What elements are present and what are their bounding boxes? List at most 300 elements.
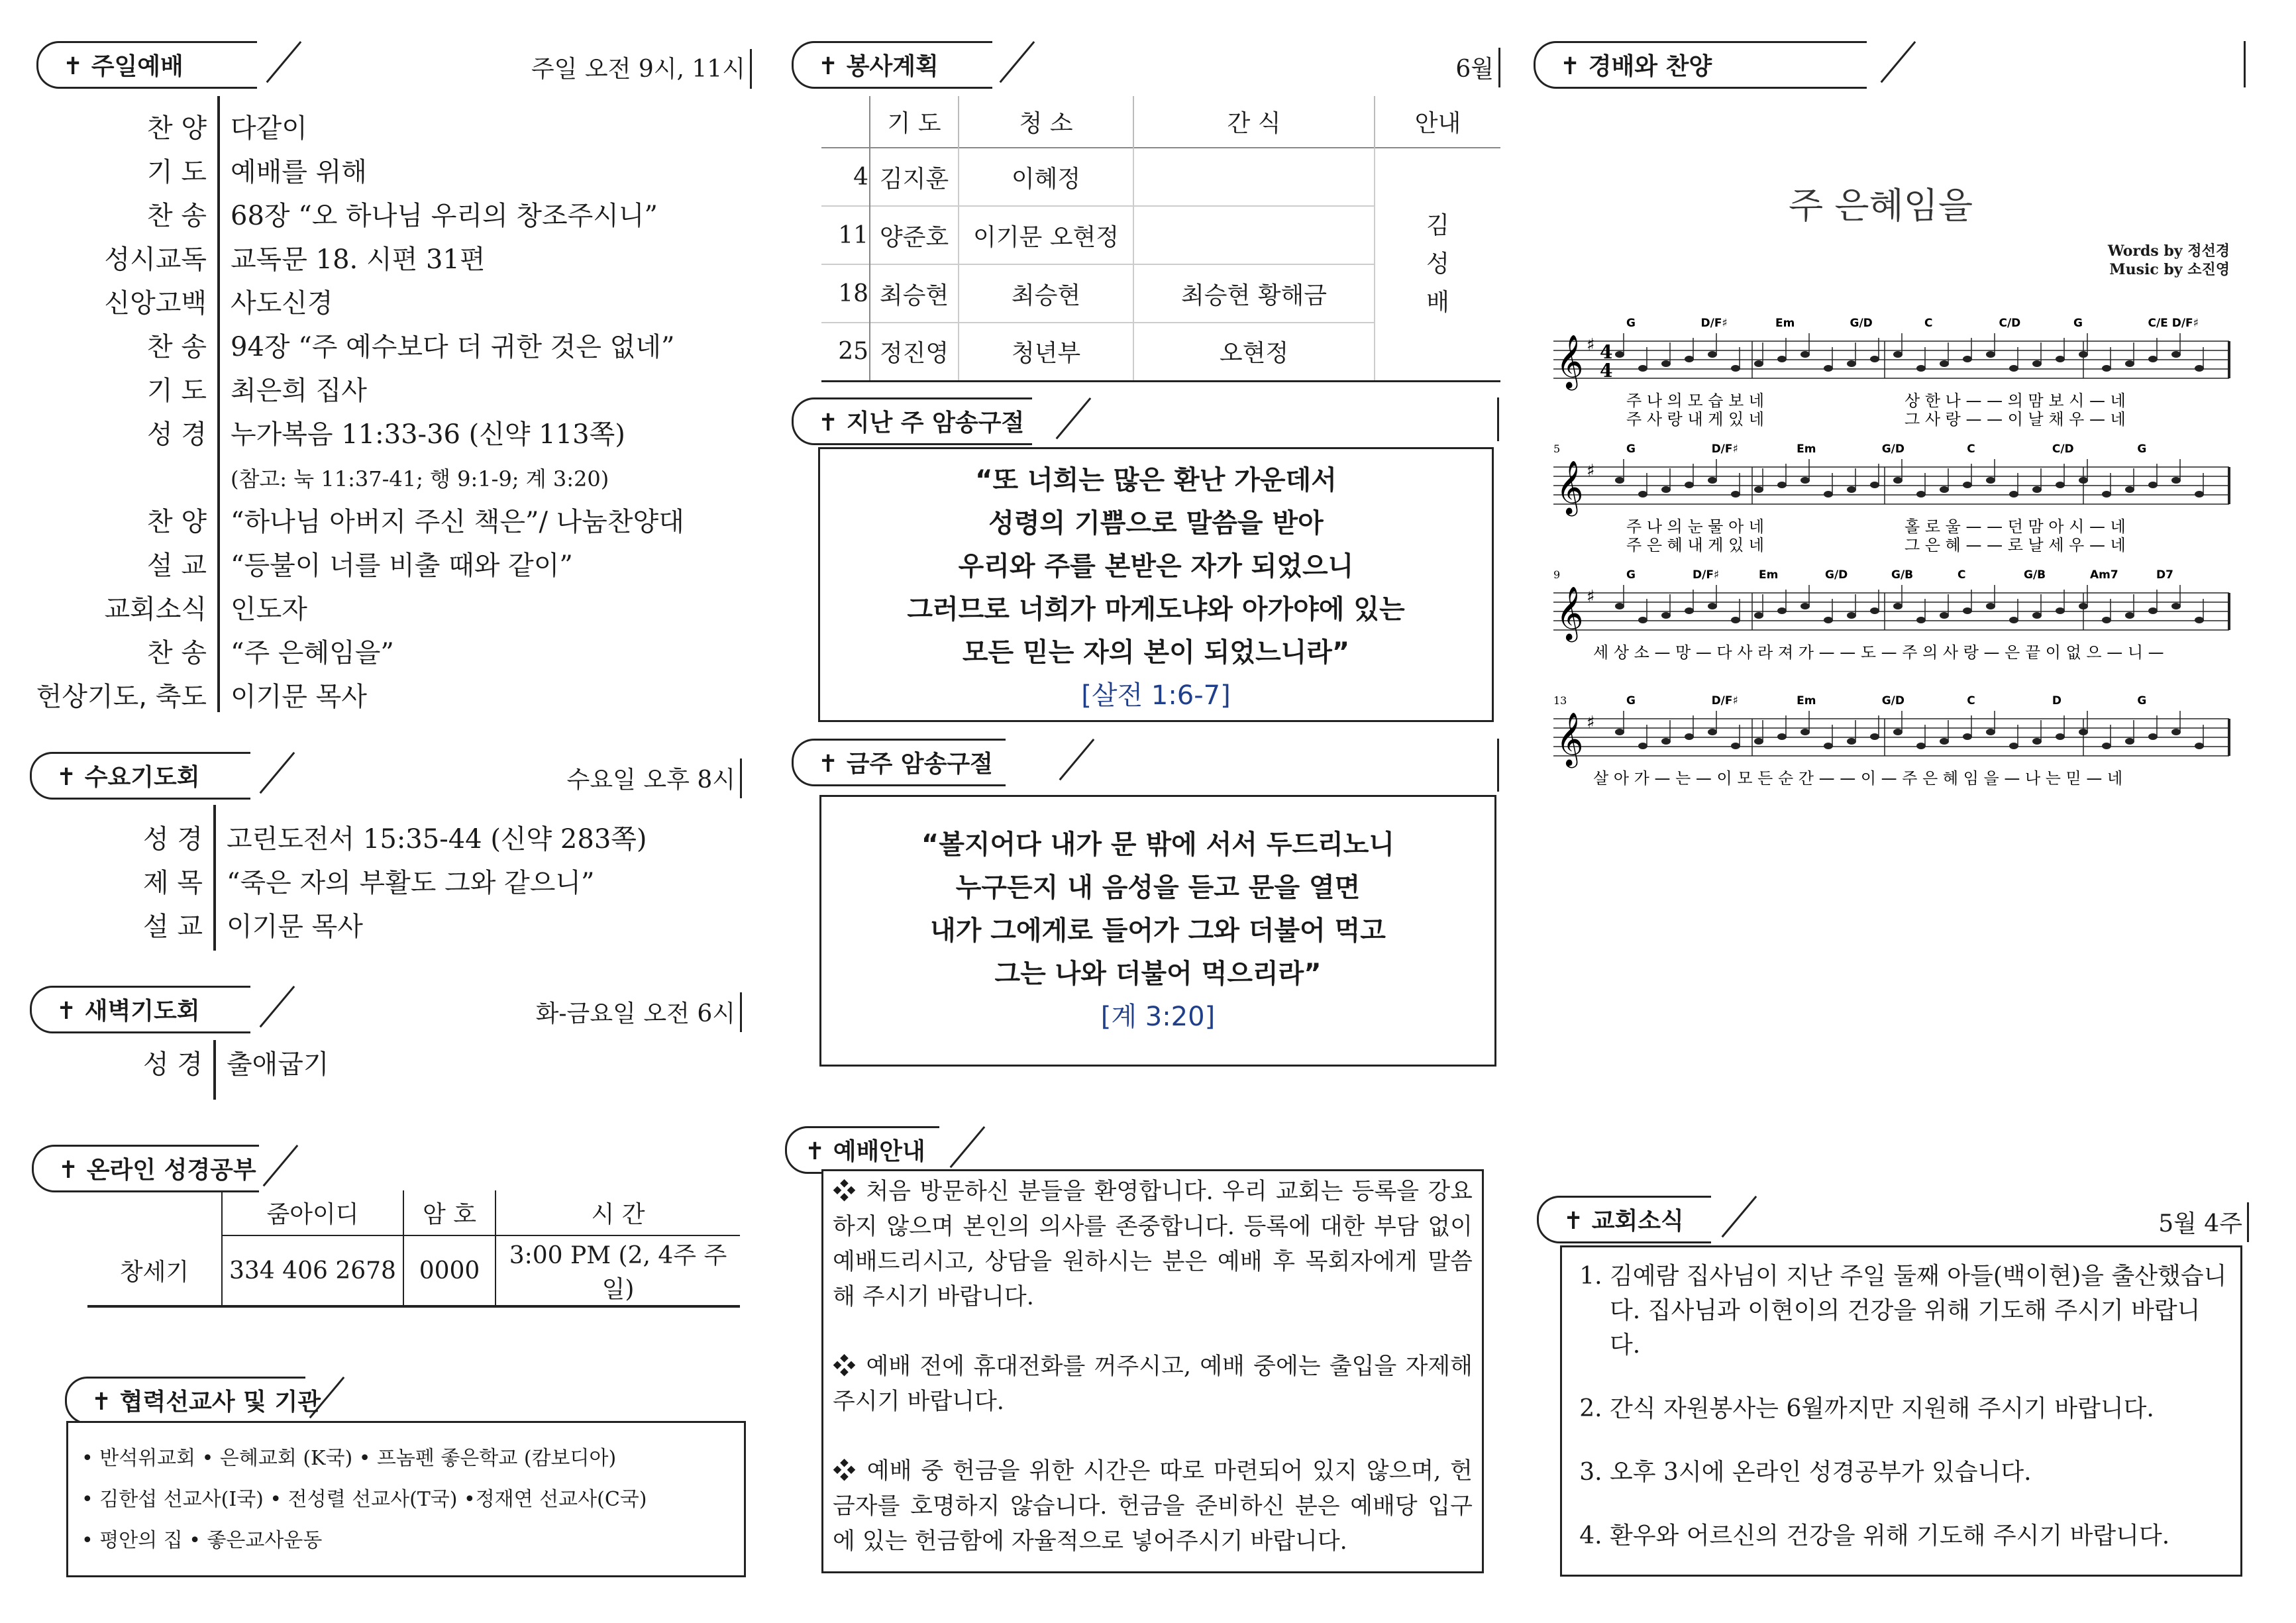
service-day: 18 <box>821 264 870 323</box>
note-head <box>1824 365 1833 372</box>
service-day: 4 <box>821 148 870 206</box>
chord-symbol: G <box>2137 443 2147 456</box>
chord-symbol: G <box>1626 443 1636 456</box>
lyric-line: 주 나 의 모 습 보 네 <box>1626 392 1765 410</box>
cross-icon: ✝ <box>58 1157 79 1184</box>
note-head <box>1777 482 1787 488</box>
sunday-time: 주일 오전 9시, 11시 <box>531 56 745 83</box>
note-head <box>1916 365 1926 372</box>
this-verse-box <box>819 795 1496 1067</box>
order-value: “죽은 자의 부활도 그와 같으니” <box>227 868 595 898</box>
note-head <box>2195 491 2204 497</box>
chord-symbol: C <box>1957 568 1966 582</box>
online-zoom-id: 334 406 2678 <box>222 1235 403 1306</box>
note-head <box>1708 351 1717 358</box>
note-head <box>2148 356 2158 362</box>
note-head <box>2171 603 2181 609</box>
order-value: 교독문 18. 시편 31편 <box>231 244 486 275</box>
this-verse-title: 금주 암송구절 <box>846 751 993 778</box>
service-day: 11 <box>821 206 870 264</box>
service-snack: 최승현 황해금 <box>1133 264 1375 323</box>
chord-symbol: D/F♯ <box>1711 694 1738 707</box>
time-signature: 4 <box>1600 341 1613 363</box>
order-row <box>0 906 729 949</box>
note-head <box>1847 360 1856 367</box>
order-value: “등불이 너를 비출 때와 같이” <box>231 550 573 581</box>
lyric-line: 주 은 혜 내 게 있 네 <box>1626 536 1765 554</box>
dawn-header <box>30 986 742 1032</box>
note-head <box>1615 477 1624 484</box>
guide-title: 예배안내 <box>833 1138 925 1165</box>
verse-line: “또 너희는 많은 환난 가운데서 <box>975 465 1337 496</box>
key-sharp-icon: ♯ <box>1587 713 1595 733</box>
online-time: 3:00 PM (2, 4주 주일) <box>509 1242 727 1303</box>
note-head <box>1986 729 1995 735</box>
order-label: 성 경 <box>147 419 207 450</box>
chord-symbol: G/D <box>1850 317 1873 330</box>
service-prayer: 정진영 <box>870 323 959 381</box>
online-table <box>87 1190 740 1308</box>
dawn-time: 화-금요일 오전 6시 <box>535 1000 735 1027</box>
lyric-line: 그 은 혜 — — 로 날 세 우 — 네 <box>1905 536 2126 554</box>
verse-line: 그러므로 너희가 마게도냐와 아가야에 있는 <box>907 594 1405 625</box>
note-head <box>2032 360 2042 367</box>
last-verse-title: 지난 주 암송구절 <box>846 409 1025 437</box>
note-head <box>2171 729 2181 735</box>
lyric-line: 세 상 소 — 망 — 다 사 라 져 가 — — 도 — 주 의 사 랑 — 은 끝 이 없 으 — 니 — <box>1593 643 2164 662</box>
note-head <box>2171 477 2181 484</box>
cross-icon: ✝ <box>1563 1208 1584 1235</box>
news-week: 5월 4주 <box>2158 1210 2242 1237</box>
note-head <box>2125 486 2134 493</box>
note-head <box>2032 738 2042 745</box>
last-verse-header <box>792 397 1499 444</box>
note-head <box>2195 617 2204 623</box>
wednesday-title: 수요기도회 <box>84 764 200 791</box>
note-head <box>1685 482 1694 488</box>
order-row <box>0 370 729 413</box>
lyric-line: 그 사 랑 — — 이 날 채 우 — 네 <box>1905 410 2126 429</box>
note-head <box>1731 617 1740 623</box>
service-row <box>821 148 1500 206</box>
verse-line: 모든 믿는 자의 본이 되었느니라” <box>962 637 1350 668</box>
note-head <box>2079 603 2088 609</box>
last-verse-ref: [살전 1:6-7] <box>1081 680 1231 711</box>
verse-line: 누구든지 내 음성을 듣고 문을 열면 <box>955 872 1361 903</box>
order-label: 찬 양 <box>147 113 207 144</box>
note-head <box>1731 743 1740 749</box>
service-month: 6월 <box>1455 56 1494 83</box>
order-label: 성 경 <box>143 824 203 855</box>
order-label: 헌상기도, 축도 <box>36 682 207 712</box>
worship-title: 경배와 찬양 <box>1588 53 1712 80</box>
order-row <box>0 676 729 719</box>
order-value: 사도신경 <box>231 288 333 319</box>
note-head <box>1940 738 1949 745</box>
treble-clef-icon: 𝄞 <box>1556 711 1584 766</box>
note-head <box>1800 477 1810 484</box>
note-head <box>1777 607 1787 614</box>
chord-symbol: G/D <box>1881 694 1905 707</box>
cross-icon: ✝ <box>56 764 77 791</box>
order-row <box>0 862 729 906</box>
service-title: 봉사계획 <box>846 53 939 80</box>
order-row <box>0 588 729 632</box>
service-header-guide: 안내 <box>1414 110 1461 137</box>
online-row-name: 창세기 <box>87 1235 222 1306</box>
note-head <box>1638 365 1647 372</box>
wednesday-time: 수요일 오후 8시 <box>566 766 735 794</box>
note-head <box>2056 733 2065 740</box>
note-head <box>2148 733 2158 740</box>
note-head <box>1708 729 1717 735</box>
note-head <box>2009 743 2018 749</box>
note-head <box>1685 733 1694 740</box>
measure-number: 5 <box>1553 443 1561 455</box>
music-system <box>1553 694 2229 788</box>
note-head <box>1824 491 1833 497</box>
chord-symbol: G <box>1626 568 1636 582</box>
order-value: 누가복음 11:33-36 (신약 113쪽) <box>231 419 625 450</box>
news-list <box>1570 1259 2227 1553</box>
key-sharp-icon: ♯ <box>1587 335 1595 355</box>
key-sharp-icon: ♯ <box>1587 587 1595 607</box>
chord-symbol: G/B <box>1891 568 1914 582</box>
order-value: 68장 “오 하나님 우리의 창조주시니” <box>231 201 658 231</box>
note-head <box>1824 743 1833 749</box>
mission-line: • 반석위교회 • 은혜교회 (K국) • 프놈펜 좋은학교 (캄보디아) <box>81 1447 617 1470</box>
order-value: “주 은혜임을” <box>231 638 394 668</box>
note-head <box>2125 612 2134 619</box>
order-value: 이기문 목사 <box>231 682 367 712</box>
note-head <box>1893 729 1903 735</box>
song-title: 주 은혜임을 <box>1789 185 1973 227</box>
order-row <box>0 1043 729 1087</box>
chord-symbol: G <box>2073 317 2083 330</box>
note-head <box>1847 738 1856 745</box>
note-head <box>2079 477 2088 484</box>
order-value: 예배를 위해 <box>231 157 367 187</box>
service-cleaning: 이혜정 <box>959 148 1133 206</box>
worship-header <box>1534 41 2246 87</box>
guide-paragraph: ❖ 처음 방문하신 분들을 환영합니다. 우리 교회는 등록을 강요하지 않으며 본인의 의사를 존중합니다. 등록에 대한 부담 없이 예배드리시고, 상담을 원하시는 분은 예배 후 목회자에게 말씀해 주시기 바랍니다. <box>833 1178 1473 1310</box>
order-label: 제 목 <box>143 868 203 898</box>
order-value: 출애굽기 <box>227 1049 329 1080</box>
online-header-time: 시 간 <box>496 1190 740 1235</box>
time-signature: 4 <box>1600 360 1613 382</box>
chord-symbol: C <box>1967 443 1975 456</box>
note-head <box>1661 486 1671 493</box>
note-head <box>1963 607 1972 614</box>
order-row <box>0 195 729 238</box>
note-head <box>1661 612 1671 619</box>
note-head <box>1615 351 1624 358</box>
service-header-prayer: 기 도 <box>870 96 959 148</box>
order-label: 교회소식 <box>104 594 207 625</box>
note-head <box>1800 729 1810 735</box>
order-value: 최은희 집사 <box>231 376 367 406</box>
service-prayer: 김지훈 <box>870 148 959 206</box>
cross-icon: ✝ <box>56 998 77 1025</box>
guide-box <box>821 1169 1484 1573</box>
chord-symbol: G/D <box>1881 443 1905 456</box>
online-title: 온라인 성경공부 <box>86 1157 256 1184</box>
music-system <box>1553 443 2229 554</box>
order-value: 고린도전서 15:35-44 (신약 283쪽) <box>227 824 647 855</box>
sheet-music-svg <box>1540 301 2256 871</box>
order-value: 94장 “주 예수보다 더 귀한 것은 없네” <box>231 332 675 362</box>
note-head <box>1685 356 1694 362</box>
note-head <box>1800 603 1810 609</box>
chord-symbol: Em <box>1797 443 1816 456</box>
note-head <box>2079 351 2088 358</box>
order-row <box>0 632 729 676</box>
lyric-line: 홀 로 울 — — 던 맘 아 시 — 네 <box>1905 517 2126 536</box>
order-value: 이기문 목사 <box>227 912 363 942</box>
note-head <box>2148 607 2158 614</box>
service-header <box>792 41 1500 87</box>
chord-symbol: Am7 <box>2090 568 2118 582</box>
note-head <box>1754 738 1763 745</box>
order-row <box>0 545 729 588</box>
guide-paragraph: ❖ 예배 중 헌금을 위한 시간은 따로 마련되어 있지 않으며, 헌금자를 호명하지 않습니다. 헌금을 준비하신 분은 예배당 입구에 있는 헌금함에 자율적으로 넣어주시기 바랍니다. <box>833 1458 1473 1555</box>
chord-symbol: G/D <box>1825 568 1848 582</box>
chord-symbol: D/F♯ <box>1711 443 1738 456</box>
note-head <box>2032 486 2042 493</box>
news-item: 2. 간식 자원봉사는 6월까지만 지원해 주시기 바랍니다. <box>1610 1392 2227 1426</box>
note-head <box>1731 365 1740 372</box>
note-head <box>1893 351 1903 358</box>
note-head <box>1986 603 1995 609</box>
note-head <box>1940 612 1949 619</box>
order-label: 설 교 <box>143 912 203 942</box>
order-label: 찬 송 <box>147 638 207 668</box>
order-label: 찬 양 <box>147 507 207 537</box>
note-head <box>1777 356 1787 362</box>
chord-symbol: C <box>1967 694 1975 707</box>
note-head <box>1638 617 1647 623</box>
note-head <box>2102 743 2111 749</box>
note-head <box>1963 733 1972 740</box>
this-verse-ref: [계 3:20] <box>1100 1002 1216 1032</box>
lyric-line: 상 한 나 — — 의 맘 보 시 — 네 <box>1905 392 2126 410</box>
chord-symbol: C/D <box>2052 443 2074 456</box>
note-head <box>2032 612 2042 619</box>
cross-icon: ✝ <box>91 1388 112 1416</box>
note-head <box>1963 356 1972 362</box>
chord-symbol: G <box>1626 694 1636 707</box>
note-head <box>1777 733 1787 740</box>
news-item: 4. 환우와 어르신의 건강을 위해 기도해 주시기 바랍니다. <box>1610 1519 2227 1553</box>
order-row <box>0 818 729 862</box>
measure-number: 9 <box>1553 568 1561 581</box>
song-words-by: Words by 정선경 <box>2107 242 2230 260</box>
order-label: 신앙고백 <box>104 288 207 319</box>
note-head <box>1615 729 1624 735</box>
mission-line: • 평안의 집 • 좋은교사운동 <box>81 1529 323 1552</box>
mission-line: • 김한섭 선교사(I국) • 전성렬 선교사(T국) •정재연 선교사(C국) <box>81 1488 647 1511</box>
key-sharp-icon: ♯ <box>1587 461 1595 481</box>
note-head <box>2195 743 2204 749</box>
wednesday-header <box>30 752 742 798</box>
missions-title: 협력선교사 및 기관 <box>119 1388 321 1416</box>
service-snack: 오현정 <box>1133 323 1375 381</box>
service-snack <box>1133 206 1375 264</box>
treble-clef-icon: 𝄞 <box>1556 334 1584 388</box>
lyric-line: 살 아 가 — 는 — 이 모 든 순 간 — — 이 — 주 은 혜 임 을 — 나 는 믿 — 네 <box>1593 769 2123 788</box>
note-head <box>1824 617 1833 623</box>
order-row <box>0 501 729 545</box>
note-head <box>1685 607 1694 614</box>
guide-header <box>785 1126 1249 1173</box>
note-head <box>1638 491 1647 497</box>
note-head <box>2102 365 2111 372</box>
service-prayer: 양준호 <box>870 206 959 264</box>
note-head <box>2125 360 2134 367</box>
online-header-password: 암 호 <box>403 1190 496 1235</box>
note-head <box>2056 482 2065 488</box>
chord-symbol: C/D <box>1999 317 2021 330</box>
note-head <box>2056 607 2065 614</box>
treble-clef-icon: 𝄞 <box>1556 586 1584 640</box>
note-head <box>2009 617 2018 623</box>
news-box <box>1560 1245 2242 1577</box>
order-label: 성 경 <box>143 1049 203 1080</box>
note-head <box>1893 477 1903 484</box>
note-head <box>1916 743 1926 749</box>
verse-line: “볼지어다 내가 문 밖에 서서 두드리노니 <box>921 829 1395 860</box>
cross-icon: ✝ <box>805 1138 825 1165</box>
note-head <box>1847 486 1856 493</box>
online-header <box>32 1145 496 1191</box>
service-cleaning: 이기문 오현정 <box>959 206 1133 264</box>
note-head <box>1940 486 1949 493</box>
order-label: 기 도 <box>147 376 207 406</box>
note-head <box>1986 477 1995 484</box>
order-row <box>0 107 729 151</box>
note-head <box>1870 733 1879 740</box>
note-head <box>1754 612 1763 619</box>
order-row <box>0 282 729 326</box>
sunday-title: 주일예배 <box>91 53 183 80</box>
verse-line: 성령의 기쁨으로 말씀을 받아 <box>988 508 1324 539</box>
note-head <box>1847 612 1856 619</box>
service-header-cleaning: 청 소 <box>959 96 1133 148</box>
note-head <box>1615 603 1624 609</box>
note-head <box>1661 360 1671 367</box>
service-cleaning: 청년부 <box>959 323 1133 381</box>
treble-clef-icon: 𝄞 <box>1556 460 1584 514</box>
service-header-snack: 간 식 <box>1133 96 1375 148</box>
note-head <box>1708 477 1717 484</box>
note-head <box>1963 482 1972 488</box>
cross-icon: ✝ <box>818 409 839 437</box>
order-row <box>0 457 729 501</box>
note-head <box>2195 365 2204 372</box>
music-system <box>1553 317 2229 429</box>
verse-line: 내가 그에게로 들어가 그와 더불어 먹고 <box>930 916 1386 946</box>
measure-number: 13 <box>1553 694 1567 707</box>
note-head <box>1893 603 1903 609</box>
chord-symbol: Em <box>1797 694 1816 707</box>
note-head <box>1986 351 1995 358</box>
note-head <box>2148 482 2158 488</box>
dawn-title: 새벽기도회 <box>84 998 200 1025</box>
order-label: 성시교독 <box>104 244 207 275</box>
order-row <box>0 413 729 457</box>
missions-box <box>66 1421 746 1577</box>
order-label: 기 도 <box>147 157 207 187</box>
note-head <box>1916 491 1926 497</box>
chord-symbol: G <box>1626 317 1636 330</box>
chord-symbol: D/F♯ <box>1693 568 1720 582</box>
order-row <box>0 238 729 282</box>
cross-icon: ✝ <box>1560 53 1581 80</box>
note-head <box>1754 360 1763 367</box>
note-head <box>1940 360 1949 367</box>
order-label: 찬 송 <box>147 332 207 362</box>
news-header <box>1537 1196 2249 1242</box>
order-label: 찬 송 <box>147 201 207 231</box>
note-head <box>2056 356 2065 362</box>
service-table <box>821 96 1500 382</box>
this-verse-header <box>792 739 1499 785</box>
note-head <box>1870 356 1879 362</box>
online-header-zoom: 줌아이디 <box>222 1190 403 1235</box>
order-value: “하나님 아버지 주신 책은”/ 나눔찬양대 <box>231 507 684 537</box>
chord-symbol: D <box>2052 694 2061 707</box>
order-row <box>0 326 729 370</box>
chord-symbol: D7 <box>2156 568 2173 582</box>
cross-icon: ✝ <box>63 53 83 80</box>
order-value: 인도자 <box>231 594 307 625</box>
music-system <box>1553 568 2229 662</box>
note-head <box>1661 738 1671 745</box>
note-head <box>1708 603 1717 609</box>
chord-symbol: D/F♯ <box>1700 317 1728 330</box>
service-cleaning: 최승현 <box>959 264 1133 323</box>
note-head <box>1638 743 1647 749</box>
verse-line: 우리와 주를 본받은 자가 되었으니 <box>958 551 1354 582</box>
song-music-by: Music by 소진영 <box>2109 261 2230 278</box>
guide-paragraph: ❖ 예배 전에 휴대전화를 꺼주시고, 예배 중에는 출입을 자제해 주시기 바랍니다. <box>833 1353 1473 1415</box>
note-head <box>2102 617 2111 623</box>
note-head <box>1731 491 1740 497</box>
lyric-line: 주 나 의 눈 물 아 네 <box>1626 517 1765 536</box>
order-value: (참고: 눅 11:37-41; 행 9:1-9; 계 3:20) <box>231 466 609 492</box>
service-snack <box>1133 148 1375 206</box>
cross-icon: ✝ <box>818 751 839 778</box>
verse-line: 그는 나와 더불어 먹으리라” <box>994 959 1322 989</box>
missions-header <box>65 1377 529 1423</box>
news-item: 1. 김예람 집사님이 지난 주일 둘째 아들(백이현)을 출산했습니다. 집사님과 이현이의 건강을 위해 기도해 주시기 바랍니다. <box>1610 1259 2227 1363</box>
note-head <box>1754 486 1763 493</box>
order-row <box>0 151 729 195</box>
cross-icon: ✝ <box>818 53 839 80</box>
news-item: 3. 오후 3시에 온라인 성경공부가 있습니다. <box>1610 1455 2227 1490</box>
note-head <box>1800 351 1810 358</box>
order-value: 다같이 <box>231 113 307 144</box>
note-head <box>1916 617 1926 623</box>
service-guide: 김 성 배 <box>1375 148 1500 381</box>
chord-symbol: Em <box>1775 317 1795 330</box>
note-head <box>2009 491 2018 497</box>
note-head <box>1870 607 1879 614</box>
note-head <box>2079 729 2088 735</box>
sunday-header <box>36 41 752 87</box>
last-verse-box <box>818 447 1494 722</box>
chord-symbol: G/B <box>2024 568 2046 582</box>
